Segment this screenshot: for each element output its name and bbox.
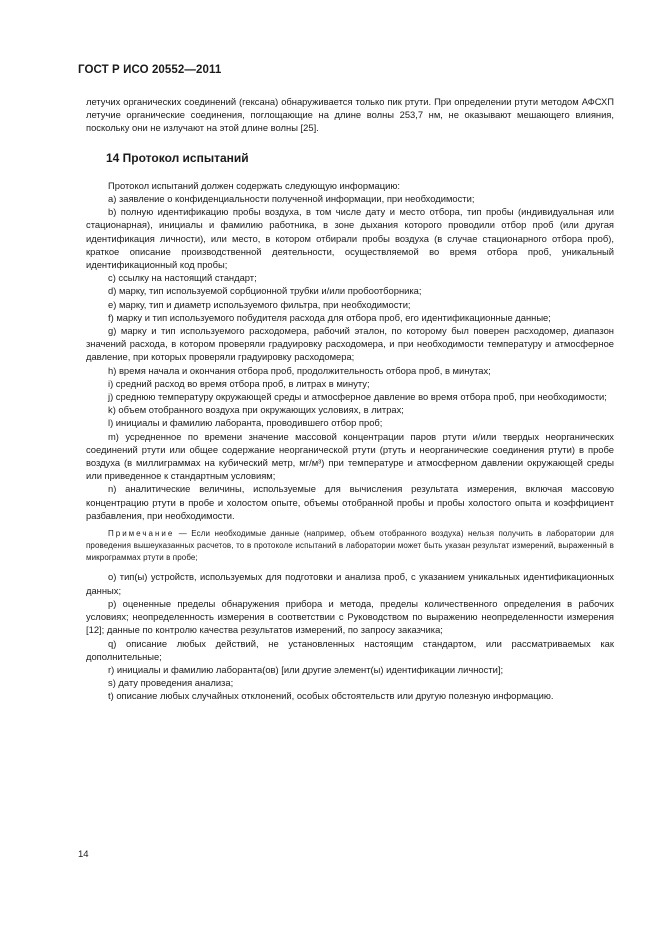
list-item: h) время начала и окончания отбора проб, продолжительность отбора проб, в минутах; bbox=[108, 364, 491, 376]
page-content bbox=[86, 95, 614, 703]
section-lead: Протокол испытаний должен содержать следующую информацию: bbox=[108, 179, 400, 191]
note-label: Примечание bbox=[108, 529, 175, 539]
section-title: 14 Протокол испытаний bbox=[106, 150, 249, 165]
list-item: о) тип(ы) устройств, используемых для подготовки и анализа проб, с указанием уникальных идентификационных данных; bbox=[86, 571, 614, 596]
intro-paragraph: летучих органических соединений (гексана) обнаруживается только пик ртути. При определении ртути методом АФСХП летучие органические соединения, поглощающие на длине волны 253,7 нм, не оказывают мешающего влияния, поскольку они не излучают на этой длине волны [25]. bbox=[86, 96, 614, 134]
note bbox=[86, 528, 614, 563]
list-item: b) полную идентификацию пробы воздуха, в том числе дату и место отбора, тип пробы (индивидуальная или стационарная), инициалы и фамилию работника, в зоне дыхания которого проводили отбор проб (или другая идентификация личности), или место, в котором отбирали пробы воздуха (в случае стационарного отбора проб), краткое описание производственной деятельности, осуществляемой во время отбора проб, уникальный идентификационный код пробы; bbox=[86, 206, 614, 271]
list-item: f) марку и тип используемого побудителя расхода для отбора проб, его идентификационные данные; bbox=[108, 311, 551, 323]
list-item: l) инициалы и фамилию лаборанта, проводившего отбор проб; bbox=[108, 417, 383, 429]
list-item: j) среднюю температуру окружающей среды и атмосферное давление во время отбора проб, при необходимости; bbox=[108, 391, 607, 403]
list-item: а) заявление о конфиденциальности полученной информации, при необходимости; bbox=[108, 193, 475, 205]
list-item: е) марку, тип и диаметр используемого фильтра, при необходимости; bbox=[108, 298, 411, 310]
list-item: g) марку и тип используемого расходомера, рабочий эталон, по которому был поверен расходомер, диапазон значений расхода, в котором проверяли градуировку расходомера, и при необходимости температуру и атмосферное давление, при которых проверяли градуировку расходомера; bbox=[86, 325, 614, 363]
list-item: s) дату проведения анализа; bbox=[108, 677, 234, 689]
list-item: i) средний расход во время отбора проб, в литрах в минуту; bbox=[108, 377, 370, 389]
list-item: k) объем отобранного воздуха при окружающих условиях, в литрах; bbox=[108, 404, 404, 416]
note-text: — Если необходимые данные (например, объем отобранного воздуха) нельзя получить в лаборатории для проведения вышеуказанных расчетов, то в протоколе испытаний в лаборатории может быть указан результат измерений, выраженный в микрограммах ртути в пробе; bbox=[86, 529, 614, 562]
list-item: t) описание любых случайных отклонений, особых обстоятельств или другую полезную информацию. bbox=[108, 690, 554, 702]
list-item: r) инициалы и фамилию лаборанта(ов) [или другие элемент(ы) идентификации личности]; bbox=[108, 663, 504, 675]
document-header: ГОСТ Р ИСО 20552—2011 bbox=[78, 64, 222, 76]
list-item: с) ссылку на настоящий стандарт; bbox=[108, 272, 257, 284]
list-item: m) усредненное по времени значение массовой концентрации паров ртути и/или твердых неорганических соединений ртути или общее содержание неорганической ртути (ртуть и неорганические соединения ртути) в пробе воздуха (в миллиграммах на кубический метр, мг/м³) при температуре и атмосферном давлении окружающей среды или приведенное к стандартным условиям; bbox=[86, 430, 614, 482]
list-item: q) описание любых действий, не установленных настоящим стандартом, или рассматриваемых как дополнительные; bbox=[86, 637, 614, 662]
list-item: р) оцененные пределы обнаружения прибора и метода, пределы количественного определения в рабочих условиях; неопределенность измерения в соответствии с Руководством по выражению неопределенности измерения [12]; данные по контролю качества результатов измерений, по запросу заказчика; bbox=[86, 597, 614, 636]
list-item: d) марку, тип используемой сорбционной трубки и/или пробоотборника; bbox=[108, 285, 422, 297]
list-item: n) аналитические величины, используемые для вычисления результата измерения, включая массовую концентрацию ртути в пробе и холостом опыте, объемы отобранной пробы и пробы холостого опыта и коэффициент разбавления, при необходимости. bbox=[86, 483, 614, 521]
page-number: 14 bbox=[78, 849, 89, 860]
